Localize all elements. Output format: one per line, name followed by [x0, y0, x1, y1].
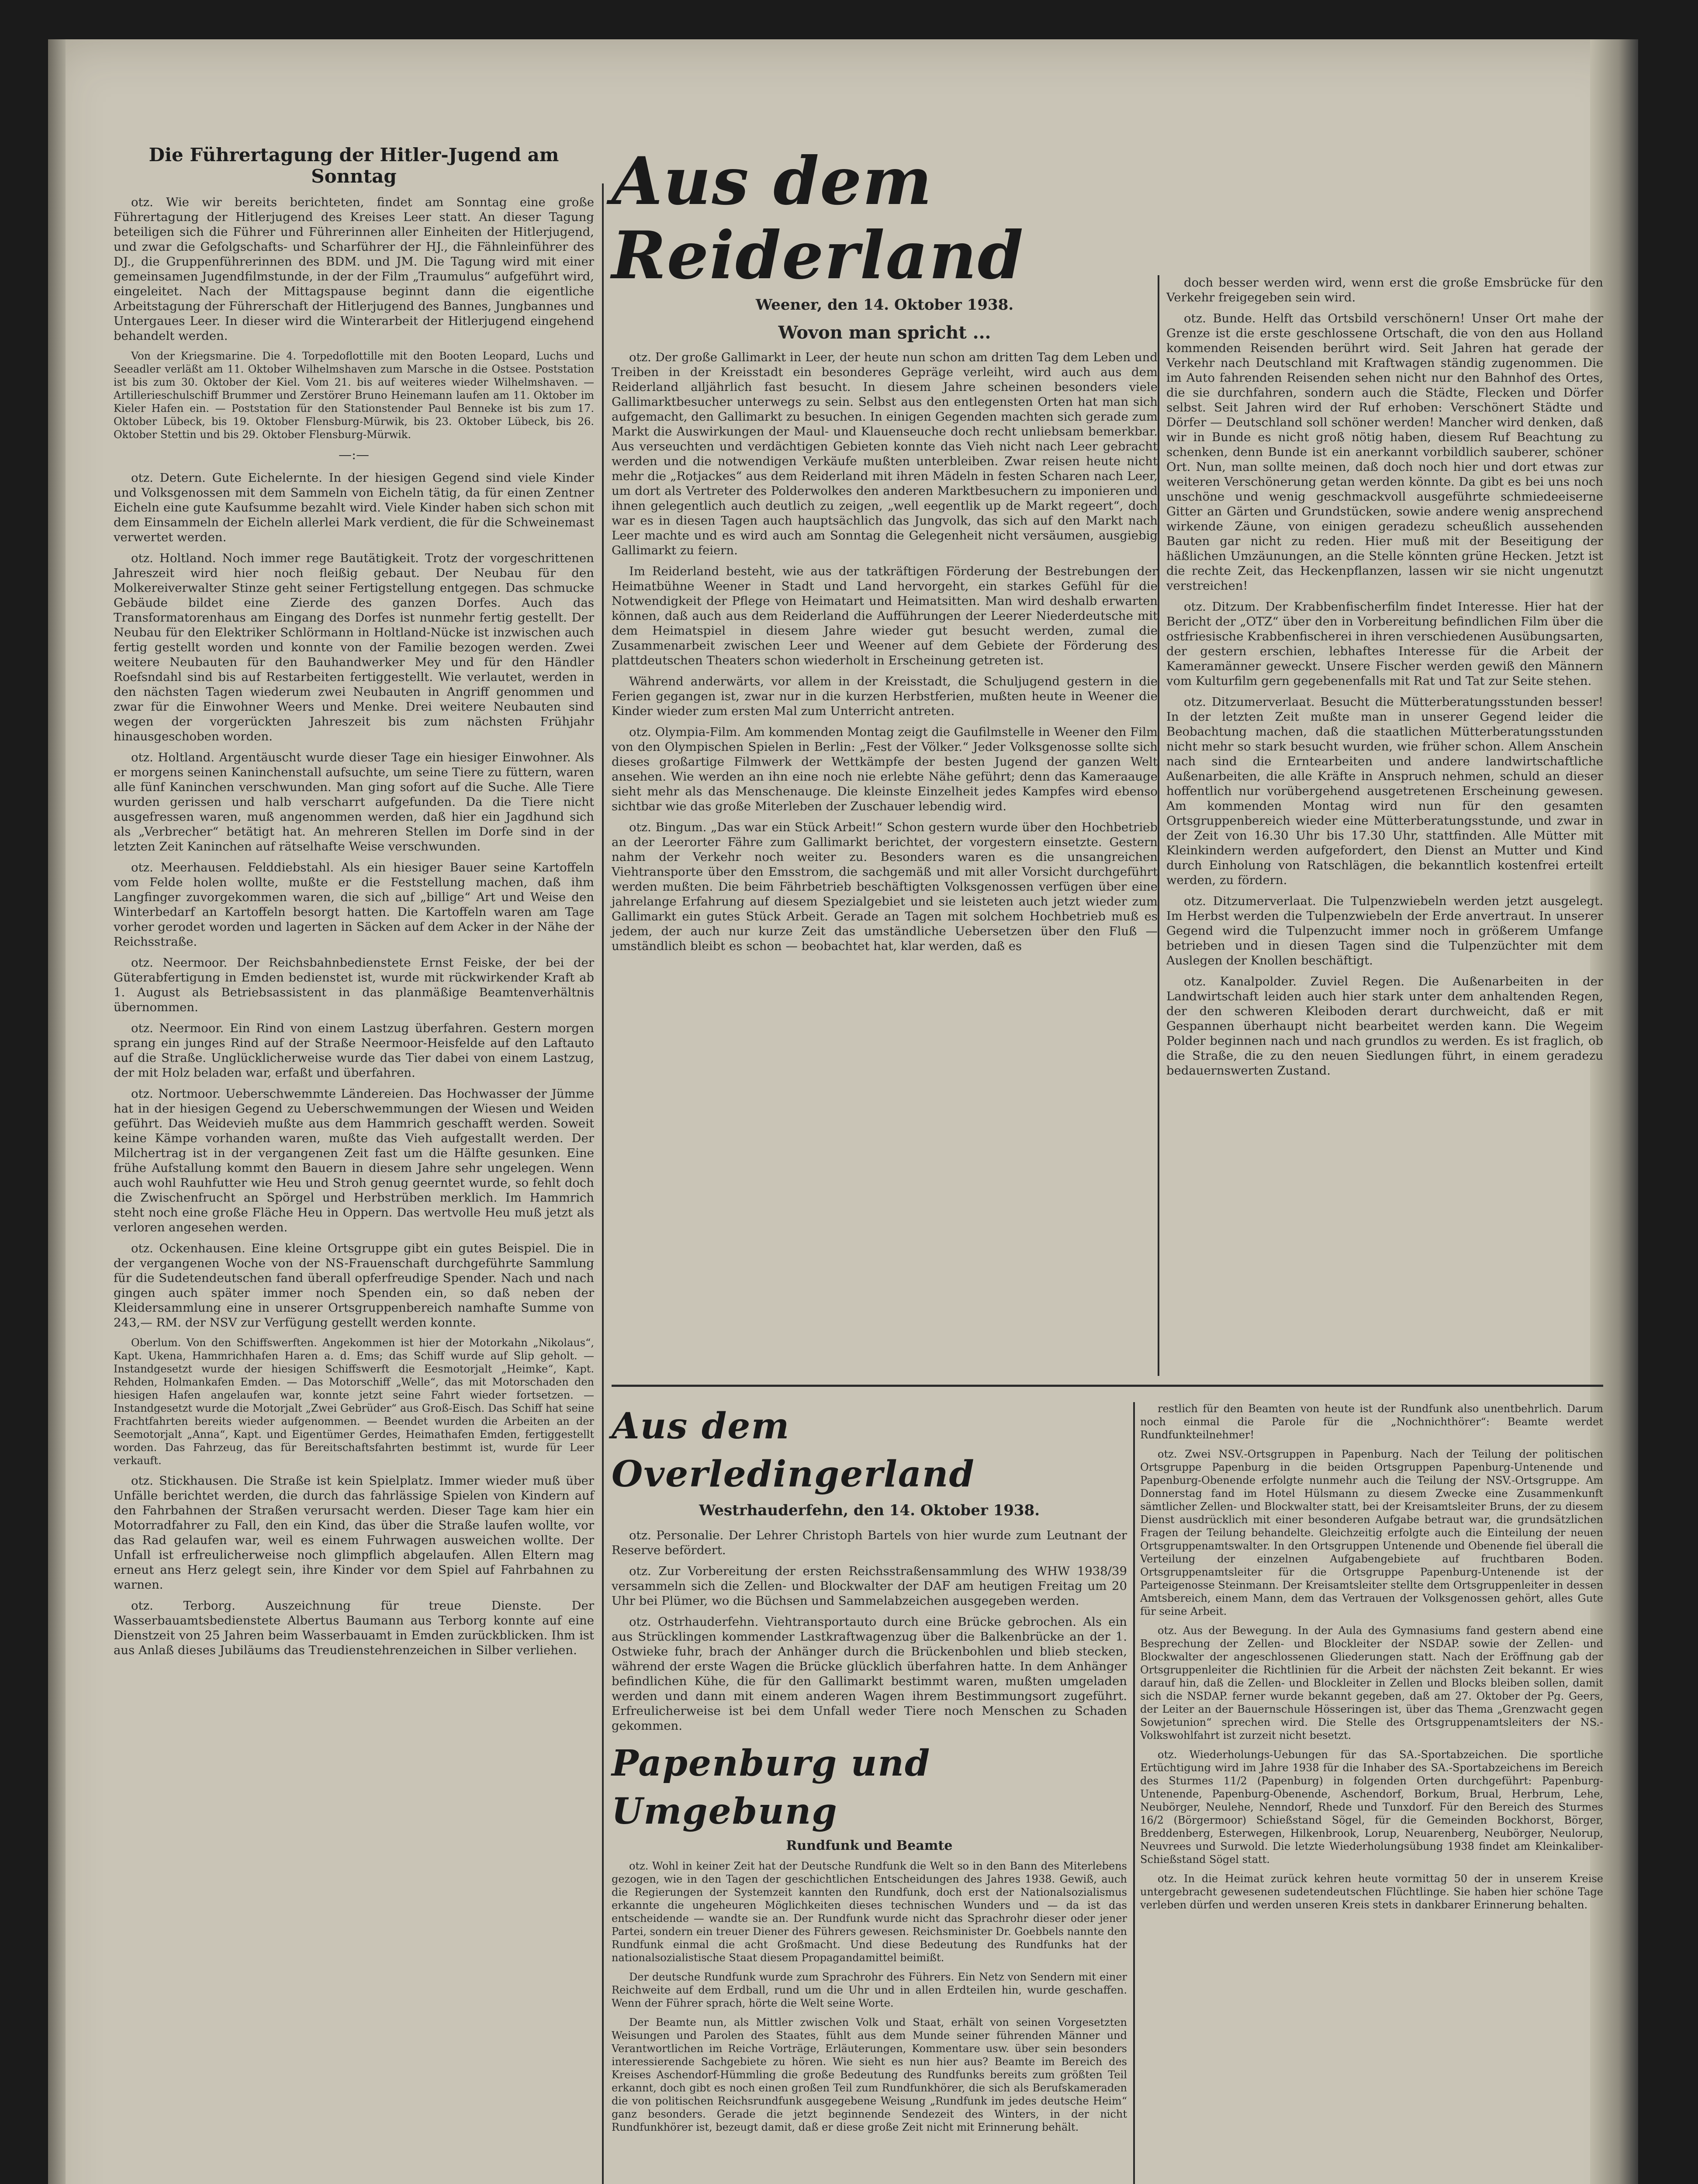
column-papenburg-right	[1140, 1402, 1603, 1918]
article-text: Der deutsche Rundfunk wurde zum Sprachrohr des Führers. Ein Netz von Sendern mit einer Reichweite auf dem Erdball, rund um die Uhr und in allen Erdteilen hin, wurde geschaffen. Wenn der Führer sprach, hörte die Welt seine Worte.	[612, 1971, 1127, 2009]
book-spine	[48, 39, 66, 2184]
article-text: otz. Holtland. Noch immer rege Bautätigkeit. Trotz der vorgeschrittenen Jahreszeit wird hier noch fleißig gebaut. Der Neubau für den Molkereiverwalter Stinze geht seiner Fertigstellung entgegen. Das schmucke Gebäude bildet eine Zierde des ganzen Dorfes. Auch das Transformatorenhaus am Eingang des Dorfes ist nunmehr fertig gestellt. Der Neubau für den Elektriker Schlörmann in Holtland-Nücke ist inzwischen auch fertig gestellt worden und konnte von der Familie bezogen werden. Zwei weitere Neubauten für den Bauhandwerker Mey und für den Händler Roefsndahl sind bis auf Restarbeiten fertiggestellt. Wie verlautet, werden in den nächsten Tagen wiederum zwei Neubauten in Angriff genommen und zwar für die Einwohner Weers und Menke. Drei weitere Neubauten sind wegen der vorgerückten Jahreszeit bis zum nächsten Frühjahr hinausgeschoben worden.	[114, 551, 594, 743]
article-text: otz. Bunde. Helft das Ortsbild verschönern! Unser Ort mahe der Grenze ist die erste geschlossene Ortschaft, die von den aus Holland kommenden Reisenden berührt wird. Seit Jahren hat gerade der Verkehr nach Deutschland mit Kraftwagen ständig zugenommen. Die im Auto fahrenden Reisenden sehen nicht nur den Bahnhof des Ortes, die sie durchfahren, sondern auch die Städte, Flecken und Dörfer selbst. Seit Jahren wird der Ruf erhoben: Verschönert Städte und Dörfer — Deutschland soll schöner werden! Mancher wird denken, daß wir in Bunde es nicht groß nötig haben, diesem Ruf Beachtung zu schenken, denn Bunde ist ein anerkannt vorbildlich sauberer, schöner Ort. Nun, man sollte meinen, daß doch noch hier und dort etwas zur weiteren Verschönerung getan werden könnte. Da gibt es bei uns noch unschöne und wenig geschmackvoll ausgeführte schmiedeeiserne Gitter an Gärten und Grundstücken, sowie andere wenig ansprechend wirkende Zäune, von einigen geradezu scheußlich aussehenden Bauten gar nicht zu reden. Hier muß mit der Beseitigung der häßlichen Umzäunungen, an die Stelle könnten grüne Hecken. Jetzt ist die rechte Zeit, das Heckenpflanzen, lassen wir sie nicht ungenutzt verstreichen!	[1166, 311, 1603, 593]
article-text: otz. Stickhausen. Die Straße ist kein Spielplatz. Immer wieder muß über Unfälle berichtet werden, die durch das fahrlässige Spielen von Kindern auf den Fahrbahnen der Straßen verursacht werden. Dieser Tage kam hier ein Motorradfahrer zu Fall, den ein Kind, das über die Straße laufen wollte, vor das Rad gelaufen war, weil es einem Fuhrwagen ausweichen wollte. Der Unfall ist erfreulicherweise noch glimpflich abgelaufen. Allen Eltern mag erneut ans Herz gelegt sein, ihre Kinder vor dem Spiel auf Fahrbahnen zu warnen.	[114, 1474, 594, 1592]
separator: —:—	[338, 447, 370, 463]
article-text: otz. Bingum. „Das war ein Stück Arbeit!“ Schon gestern wurde über den Hochbetrieb an der Leerorter Fähre zum Gallimarkt berichtet, der vorgestern einsetzte. Gestern nahm der Verkehr noch weiter zu. Besonders waren es die unsangreichen Viehtransporte über den Emsstrom, die sachgemäß und mit aller Vorsicht durchgeführt werden mußten. Die beim Fährbetrieb beschäftigten Volksgenossen verfügen über eine jahrelange Erfahrung auf diesem Spezialgebiet und sie leisteten auch jetzt wieder zum Gallimarkt ein gutes Stück Arbeit. Gerade an Tagen mit solchem Hochbetrieb muß es jedem, der auch nur kurze Zeit das umständliche Uebersetzen über den Fluß — umständlich bleibt es schon — beobachtet hat, klar werden, daß es	[612, 820, 1158, 953]
article-text: otz. Ditzumerverlaat. Besucht die Mütterberatungsstunden besser! In der letzten Zeit mußte man in unserer Gegend leider die Beobachtung machen, daß die staatlichen Mütterberatungsstunden nicht mehr so stark besucht wurden, wie früher schon. Allem Anschein nach sind die Erntearbeiten und andere landwirtschaftliche Außenarbeiten, die alle Kräfte in Anspruch nehmen, schuld an dieser hoffentlich nur vorübergehend ausgetretenen Erscheinung gewesen. Am kommenden Montag wird nun für den gesamten Ortsgruppenbereich wieder eine Mütterberatungsstunde, und zwar in der Zeit von 16.30 Uhr bis 17.30 Uhr, stattfinden. Alle Mütter mit Kleinkindern werden aufgefordert, den Dienst an Mutter und Kind durch Einholung von Ratschlägen, die bekanntlich kostenfrei erteilt werden, zu fördern.	[1166, 695, 1603, 887]
article-text: otz. Olympia-Film. Am kommenden Montag zeigt die Gaufilmstelle in Weener den Film von den Olympischen Spielen in Berlin: „Fest der Völker.“ Jeder Volksgenosse sollte sich dieses großartige Filmwerk der Wettkämpfe der besten Jugend der ganzen Welt ansehen. Wie werden an ihn eine noch nie erlebte Nähe geführt; denn das Kameraauge sieht mehr als das Menschenauge. Die kleinste Einzelheit jedes Kampfes wird ebenso sichtbar wie das große Miterleben der Zuschauer lebendig wird.	[612, 725, 1158, 813]
article-text: Der Beamte nun, als Mittler zwischen Volk und Staat, erhält von seinen Vorgesetzten Weisungen und Parolen des Staates, fühlt aus dem Munde seiner führenden Männer und Verantwortlichen im Reiche Vorträge, Erläuterungen, Kommentare usw. über sein besonders interessierende Sachgebiete zu hören. Wie sieht es nun hier aus? Beamte im Bereich des Kreises Aschendorf-Hümmling die große Bedeutung des Rundfunks bereits zum größten Teil erkannt, doch gibt es noch einen großen Teil zum Rundfunkhörer, die sich als Berufskameraden die von politischen Reichsrundfunk ausgegebene Weisung „Rundfunk im jedes deutsche Heim“ ganz besonders. Gerade die jetzt beginnende Sendezeit des Winters, in der nicht Rundfunkhörer ist, bezeugt damit, daß er diese große Zeit nicht mit Erinnerung behält.	[612, 2016, 1127, 2133]
article-text: otz. Ditzum. Der Krabbenfischerfilm findet Interesse. Hier hat der Bericht der „OTZ“ über den in Vorbereitung befindlichen Film über die ostfriesische Krabbenfischerei in ihren verschiedenen Ausübungsarten, der gestern erschien, lebhaftes Interesse für die Arbeit der Kameramänner geweckt. Unsere Fischer werden gewiß den Männern vom Kulturfilm gern gegebenenfalls mit Rat und Tat zur Seite stehen.	[1166, 600, 1603, 688]
article-text: otz. Wohl in keiner Zeit hat der Deutsche Rundfunk die Welt so in den Bann des Miterlebens gezogen, wie in den Tagen der geschichtlichen Entscheidungen des Jahres 1938. Gewiß, auch die Regierungen der Systemzeit kannten den Rundfunk, doch erst der Nationalsozialismus erkannte die ungeheuren Möglichkeiten dieses technischen Wunders und — da ist das entscheidende — wandte sie an. Der Rundfunk wurde nicht das Sprachrohr dieser oder jener Partei, sondern ein treuer Diener des Führers gewesen. Reichsminister Dr. Goebbels nannte den Rundfunk einmal die acht Großmacht. Und diese Bedeutung des Rundfunks hat der nationalsozialistische Staat diesem Propagandamittel beimißt.	[612, 1860, 1127, 1964]
subheadline: Wovon man spricht ...	[778, 322, 991, 343]
article-text: Von der Kriegsmarine. Die 4. Torpedoflottille mit den Booten Leopard, Luchs und Seeadler verläßt am 11. Oktober Wilhelmshaven zum Marsche in die Ostsee. Poststation ist bis zum 30. Oktober der Kiel. Vom 21. bis auf weiteres wieder Wilhelmshaven. — Artillerieschulschiff Brummer und Zerstörer Bruno Heinemann laufen am 11. Oktober im Kieler Hafen ein. — Poststation für den Stationstender Paul Benneke ist bis zum 17. Oktober Lübeck, bis 19. Oktober Flensburg-Mürwik, bis 23. Oktober Lübeck, bis 26. Oktober Stettin und bis 29. Oktober Flensburg-Mürwik.	[114, 350, 594, 441]
column-reiderland-right	[1166, 275, 1603, 1084]
article-headline-hitlerjugend: Die Führertagung der Hitler-Jugend am Sonntag	[149, 144, 559, 187]
article-text: restlich für den Beamten von heute ist der Rundfunk also unentbehrlich. Darum noch einmal die Parole für die „Nochnichthörer“: Beamte werdet Rundfunkteilnehmer!	[1140, 1403, 1603, 1441]
column-rule	[1158, 275, 1159, 1376]
dateline: Weener, den 14. Oktober 1938.	[755, 296, 1014, 314]
column-rule	[1133, 1402, 1135, 2184]
article-text: otz. Neermoor. Der Reichsbahnbedienstete Ernst Feiske, der bei der Güterabfertigung in Emden bedienstet ist, wurde mit rückwirkender Kraft ab 1. August als Betriebsassistent in das planmäßige Beamtenverhältnis übernommen.	[114, 956, 594, 1014]
article-text: otz. Der große Gallimarkt in Leer, der heute nun schon am dritten Tag dem Leben und Treiben in der Kreisstadt ein besonderes Gepräge verleiht, wird auch aus dem Reiderland alljährlich fast besucht. In diesem Jahre scheinen besonders viele Gallimarktbesucher unterwegs zu sein. Selbst aus den entlegensten Orten hat man sich aufgemacht, den Gallimarkt zu besuchen. In einigen Gegenden machten sich gerade zum Markt die Auswirkungen der Maul- und Klauenseuche doch recht unliebsam bemerkbar. Aus verseuchten und verdächtigen Gebieten konnte das Vieh nicht nach Leer gebracht werden und die notwendigen Verkäufe mußten unterbleiben. Zwar reisen heute nicht mehr die „Rotjackes“ aus dem Reiderland mit ihren Mädeln in festen Scharen nach Leer, um dort als Vertreter des Polderwolkes den anderen Marktbesuchern zu imponieren und ihnen gelegentlich auch deutlich zu zeigen, „well eegentlik up de Markt regeert“, doch war es in diesen Tagen auch hauptsächlich das Jungvolk, das sich auf den Markt nach Leer machte und es wird auch am Sonntag die Gelegenheit nicht versäumen, ausgiebig Gallimarkt zu feiern.	[612, 350, 1158, 557]
column-rule	[602, 183, 604, 2184]
article-text: otz. In die Heimat zurück kehren heute vormittag 50 der in unserem Kreise untergebracht gewesenen sudetendeutschen Flüchtlinge. Sie haben hier schöne Tage verleben dürfen und werden unseren Kreis stets in dankbarer Erinnerung behalten.	[1140, 1873, 1603, 1911]
article-text: otz. Zwei NSV.-Ortsgruppen in Papenburg. Nach der Teilung der politischen Ortsgruppe Papenburg in die beiden Ortsgruppen Papenburg-Untenende und Papenburg-Obenende erfolgte nunmehr auch die Teilung der NSV.-Ortsgruppe. Am Donnerstag fand im Hotel Hülsmann zu diesem Zwecke eine Zusammenkunft sämtlicher Zellen- und Blockwalter statt, bei der Kreisamtsleiter Bruns, der zu diesem Dienst ausdrücklich mit einer besonderen Aufgabe betraut war, die grundsätzlichen Fragen der Teilung behandelte. Gleichzeitig erfolgte auch die Einteilung der neuen Ortsgruppenamtswalter. In den Ortsgruppen Untenende und Obenende fiel überall die Verteilung der einzelnen Aufgabengebiete auf fruchtbaren Boden. Ortsgruppenamtsleiter für die Ortsgruppe Papenburg-Untenende ist der Parteigenosse Steinmann. Der Kreisamtsleiter stellte dem Ortsgruppenleiter in dessen Amtsbereich, einem Mann, dem das Vertrauen der Volksgenossen gehört, alles Gute für seine Arbeit.	[1140, 1448, 1603, 1617]
article-text: Oberlum. Von den Schiffswerften. Angekommen ist hier der Motorkahn „Nikolaus“, Kapt. Ukena, Hammrichhafen Haren a. d. Ems; das Schiff wurde auf Slip geholt. — Instandgesetzt wurde der hiesigen Schiffswerft die Eesmotorjalt „Heimke“, Kapt. Rehden, Holmankafen Emden. — Das Motorschiff „Welle“, das mit Motorschaden den hiesigen Hafen angelaufen war, konnte jetzt seine Fahrt wieder fortsetzen. — Instandgesetzt wurde die Motorjalt „Zwei Gebrüder“ aus Groß-Eisch. Das Schiff hat seine Frachtfahrten bereits wieder aufgenommen. — Beendet wurden die Arbeiten an der Seemotorjalt „Anna“, Kapt. und Eigentümer Gerdes, Heimathafen Emden, fertiggestellt worden. Das Fahrzeug, das für Bereitschaftsfahrten bestimmt ist, wurde für Leer verkauft.	[114, 1337, 594, 1467]
section-rule	[612, 1385, 1603, 1387]
section-title-papenburg: Papenburg und Umgebung	[612, 1742, 931, 1832]
article-text: otz. Aus der Bewegung. In der Aula des Gymnasiums fand gestern abend eine Besprechung der Zellen- und Blockleiter der NSDAP. sowie der Zellen- und Blockwalter der angeschlossenen Gliederungen statt. Nach der Eröffnung gab der Ortsgruppenleiter die Richtlinien für die Arbeit der nächsten Zeit bekannt. Er wies darauf hin, daß die Zellen- und Blockleiter in Zellen und Blocks bleiben sollen, damit sich die NSDAP. ferner wurde bekannt gegeben, daß am 27. Oktober der Pg. Geers, der Leiter an der Bauernschule Hösseringen ist, über das Thema „Grenzwacht gegen Sowjetunion“ sprechen wird. Die Stelle des Ortsgruppenamtsleiters der NS.-Volkswohlfahrt ist zurzeit nicht besetzt.	[1140, 1624, 1603, 1742]
section-title-overledingerland: Aus dem Overledingerland	[612, 1405, 975, 1495]
column-overledingerland	[612, 1402, 1127, 2140]
article-text: Im Reiderland besteht, wie aus der tatkräftigen Förderung der Bestrebungen der Heimatbühne Weener in Stadt und Land hervorgeht, ein starkes Gefühl für die Notwendigkeit der Pflege von Heimatart und Heimatsitten. Man wird deshalb erwarten können, daß auch aus dem Reiderland die Aufführungen der Leerer Niederdeutsche mit dem Heimatspiel in diesem Jahre wieder gut besucht werden, zumal die Zusammenarbeit zwischen Leer und Weener auf dem Gebiete der Förderung des plattdeutschen Theaters schon wiederholt in Erscheinung getreten ist.	[612, 564, 1158, 667]
article-text: otz. Meerhausen. Felddiebstahl. Als ein hiesiger Bauer seine Kartoffeln vom Felde holen wollte, mußte er die Feststellung machen, daß ihm Langfinger zuvorgekommen waren, die sich auf „billige“ Art und Weise den Winterbedarf an Kartoffeln besorgt hatten. Die Kartoffeln waren am Tage vorher gerodet worden und lagerten in Säcken auf dem Acker in der Nähe der Reichsstraße.	[114, 860, 594, 949]
subheadline: Rundfunk und Beamte	[786, 1838, 953, 1853]
article-text: otz. Personalie. Der Lehrer Christoph Bartels von hier wurde zum Leutnant der Reserve befördert.	[612, 1528, 1127, 1557]
article-text: otz. Detern. Gute Eichelernte. In der hiesigen Gegend sind viele Kinder und Volksgenossen mit dem Sammeln von Eicheln tätig, da für einen Zentner Eicheln eine gute Kaufsumme bezahlt wird. Viele Kinder haben sich schon mit dem Einsammeln der Eicheln allerlei Mark verdient, die für die Schweinemast verwertet werden.	[114, 471, 594, 544]
section-title-reiderland: Aus dem Reiderland	[612, 143, 1024, 294]
article-text: otz. Zur Vorbereitung der ersten Reichsstraßensammlung des WHW 1938/39 versammeln sich die Zellen- und Blockwalter der DAF am heutigen Freitag um 20 Uhr bei Plümer, wo die Büchsen und Sammelabzeichen ausgegeben werden.	[612, 1564, 1127, 1608]
article-text: otz. Ditzumerverlaat. Die Tulpenzwiebeln werden jetzt ausgelegt. Im Herbst werden die Tulpenzwiebeln der Erde anvertraut. In unserer Gegend wird die Tulpenzucht immer noch in größerem Umfange betrieben und in diesen Tagen sind die Tulpenzüchter mit dem Auslegen der Knollen beschäftigt.	[1166, 894, 1603, 968]
column-left	[114, 144, 594, 1664]
article-text: otz. Ostrhauderfehn. Viehtransportauto durch eine Brücke gebrochen. Als ein aus Strücklingen kommender Lastkraftwagenzug über die Balkenbrücke an der 1. Ostwieke fuhr, brach der Anhänger durch die Brückenbohlen und blieb stecken, während der erste Wagen die Brücke glücklich überfahren hatte. In dem Anhänger befindlichen Kühe, die für den Gallimarkt bestimmt waren, mußten umgeladen werden und dann mit einem anderen Wagen ihrem Bestimmungsort zugeführt. Erfreulicherweise ist bei dem Unfall weder Tiere noch Menschen zu Schaden gekommen.	[612, 1615, 1127, 1733]
article-text: otz. Nortmoor. Ueberschwemmte Ländereien. Das Hochwasser der Jümme hat in der hiesigen Gegend zu Ueberschwemmungen der Wiesen und Weiden geführt. Das Weidevieh mußte aus dem Hammrich geschafft werden. Soweit keine Kämpe vorhanden waren, mußte das Vieh aufgestallt werden. Der Milchertrag ist in der vergangenen Zeit fast um die Hälfte gesunken. Eine frühe Aufstallung kommt den Bauern in diesem Jahre sehr ungelegen. Wenn auch wohl Rauhfutter wie Heu und Stroh genug geerntet wurde, so fehlt doch die Zwischenfrucht an Spörgel und Herbstrüben merklich. Im Hammrich steht noch eine große Fläche Heu in Oppern. Das wertvolle Heu muß jetzt als verloren angesehen werden.	[114, 1087, 594, 1234]
article-text: otz. Wie wir bereits berichteten, findet am Sonntag eine große Führertagung der Hitlerjugend des Kreises Leer statt. An dieser Tagung beteiligen sich die Führer und Führerinnen aller Einheiten der Hitlerjugend, und zwar die Gefolgschafts- und Scharführer der HJ., die Fähnleinführer des DJ., die Gruppenführerinnen des BDM. und JM. Die Tagung wird mit einer gemeinsamen Jugendfilmstunde, in der der Film „Traumulus“ aufgeführt wird, eingeleitet. Nach der Mittagspause beginnt dann die eigentliche Arbeitstagung der Führerschaft der Hitlerjugend des Bannes, Jungbannes und Untergaues Leer. In dieser wird die Winterarbeit der Hitlerjugend eingehend behandelt werden.	[114, 195, 594, 343]
article-text: otz. Ockenhausen. Eine kleine Ortsgruppe gibt ein gutes Beispiel. Die in der vergangenen Woche von der NS-Frauenschaft durchgeführte Sammlung für die Sudetendeutschen fand überall opferfreudige Spender. Nach und nach gingen auch später immer noch Spenden ein, so daß neben der Kleidersammlung eine in unserer Ortsgruppenbereich namhafte Summe von 243,— RM. der NSV zur Verfügung gestellt werden konnte.	[114, 1241, 594, 1330]
column-reiderland	[612, 144, 1158, 960]
newspaper-page	[48, 39, 1638, 2184]
article-text: Während anderwärts, vor allem in der Kreisstadt, die Schuljugend gestern in die Ferien gegangen ist, zwar nur in die kurzen Herbstferien, mußten heute in Weener die Kinder wieder zum ersten Mal zum Unterricht antreten.	[612, 674, 1158, 718]
article-text: otz. Neermoor. Ein Rind von einem Lastzug überfahren. Gestern morgen sprang ein junges Rind auf der Straße Neermoor-Heisfelde auf den Laftauto auf die Straße. Unglücklicherweise wurde das Tier dabei von einem Lastzug, der mit Holz beladen war, erfaßt und überfahren.	[114, 1021, 594, 1080]
article-text: otz. Wiederholungs-Uebungen für das SA.-Sportabzeichen. Die sportliche Ertüchtigung wird im Jahre 1938 für die Inhaber des SA.-Sportabzeichens im Bereich des Sturmes 11/2 (Papenburg) in folgenden Orten durchgeführt: Papenburg-Untenende, Papenburg-Obenende, Aschendorf, Borkum, Brual, Herbrum, Lehe, Neubörger, Neulehe, Nenndorf, Rhede und Tunxdorf. Für den Bereich des Sturmes 16/2 (Börgermoor) Schießstand Sögel, für die Gemeinden Bockhorst, Börger, Breddenberg, Esterwegen, Hilkenbrook, Lorup, Neuarenberg, Neubörger, Neulorup, Neuvrees und Surwold. Die letzte Wiederholungsübung 1938 findet am Kleinkaliber-Schießstand Sögel statt.	[1140, 1749, 1603, 1866]
dateline: Westrhauderfehn, den 14. Oktober 1938.	[699, 1502, 1040, 1519]
article-text: otz. Kanalpolder. Zuviel Regen. Die Außenarbeiten in der Landwirtschaft leiden auch hier stark unter dem anhaltenden Regen, der den schweren Kleiboden derart durchweicht, daß er mit Gespannen überhaupt nicht bearbeitet werden kann. Die Wegeim Polder beginnen nach und nach grundlos zu werden. Es ist fraglich, ob die Straße, die zu den neuen Siedlungen führt, in einem geradezu bedauernswerten Zustand.	[1166, 975, 1603, 1078]
article-text: otz. Holtland. Argentäuscht wurde dieser Tage ein hiesiger Einwohner. Als er morgens seinen Kaninchenstall aufsuchte, um seine Tiere zu füttern, waren alle fünf Kaninchen verschwunden. Man ging sofort auf die Suche. Alle Tiere wurden gerissen und halb verscharrt aufgefunden. Da die Tiere nicht ausgefressen waren, muß angenommen werden, daß hier ein Jagdhund sich als „Verbrecher“ betätigt hat. An mehreren Stellen im Dorfe sind in der letzten Zeit Kaninchen auf rätselhafte Weise verschwunden.	[114, 750, 594, 854]
article-text: otz. Terborg. Auszeichnung für treue Dienste. Der Wasserbauamtsbedienstete Albertus Baumann aus Terborg konnte auf eine Dienstzeit von 25 Jahren beim Wasserbauamt in Emden zurückblicken. Ihm ist aus Anlaß dieses Jubiläums das Treudienstehrenzeichen in Silber verliehen.	[114, 1599, 594, 1657]
article-text: doch besser werden wird, wenn erst die große Emsbrücke für den Verkehr freigegeben sein wird.	[1166, 276, 1603, 304]
